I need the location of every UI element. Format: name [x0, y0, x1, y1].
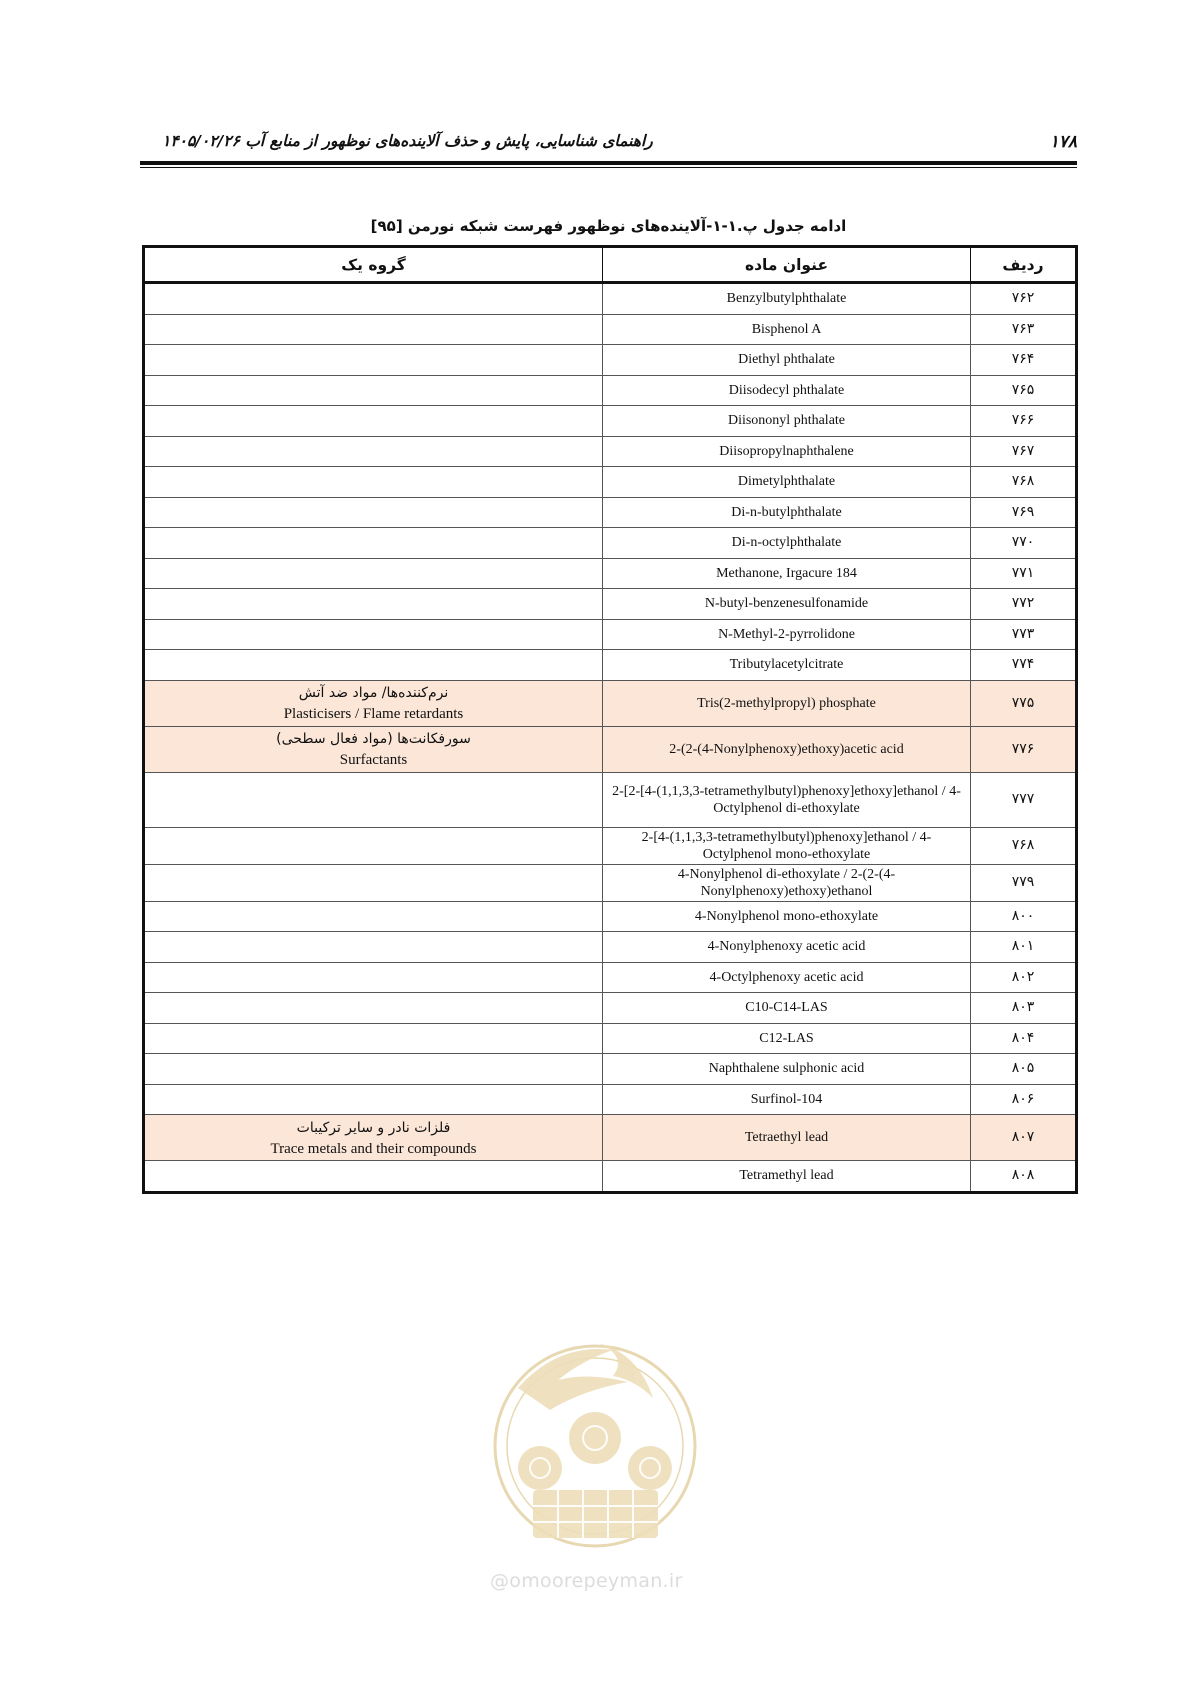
group-cell [144, 375, 603, 406]
group-cell [144, 406, 603, 437]
group-cell [144, 558, 603, 589]
substance-name-cell: Di-n-butylphthalate [603, 497, 971, 528]
group-label-english: Trace metals and their compounds [270, 1140, 477, 1157]
group-cell [144, 345, 603, 376]
table-row [144, 680, 1077, 726]
row-number-cell: ۸۰۸ [971, 1161, 1077, 1193]
table-row [144, 993, 1077, 1024]
group-cell [144, 1115, 603, 1161]
row-number-cell: ۷۷۶ [971, 726, 1077, 772]
header-rule-thin [140, 167, 1077, 168]
page-header [140, 128, 1077, 166]
row-number-cell: ۷۷۰ [971, 528, 1077, 559]
row-number-cell: ۸۰۱ [971, 932, 1077, 963]
group-cell [144, 1054, 603, 1085]
group-cell [144, 467, 603, 498]
table-row [144, 1115, 1077, 1161]
row-number-cell: ۷۷۱ [971, 558, 1077, 589]
substance-name-cell: C10-C14-LAS [603, 993, 971, 1024]
substance-name-cell: Diisononyl phthalate [603, 406, 971, 437]
substance-name-cell: Diethyl phthalate [603, 345, 971, 376]
header-rule-thick [140, 161, 1077, 165]
table-row [144, 314, 1077, 345]
substance-name-cell: Tetramethyl lead [603, 1161, 971, 1193]
row-number-cell: ۷۶۳ [971, 314, 1077, 345]
group-cell [144, 680, 603, 726]
substance-name-cell: Methanone, Irgacure 184 [603, 558, 971, 589]
row-number-cell: ۷۷۷ [971, 772, 1077, 827]
table-row [144, 528, 1077, 559]
row-number-cell: ۷۶۴ [971, 345, 1077, 376]
row-number-cell: ۷۶۹ [971, 497, 1077, 528]
running-title [140, 132, 653, 150]
substance-name-cell: Tris(2-methylpropyl) phosphate [603, 680, 971, 726]
running-title-date: ۱۴۰۵/۰۲/۲۶ [162, 132, 240, 150]
table-row [144, 467, 1077, 498]
row-number-cell: ۷۷۴ [971, 650, 1077, 681]
table-row [144, 345, 1077, 376]
group-cell [144, 436, 603, 467]
row-number-cell: ۸۰۰ [971, 901, 1077, 932]
watermark-seal-logo [478, 1318, 713, 1568]
substance-name-cell: N-butyl-benzenesulfonamide [603, 589, 971, 620]
norman-table [142, 245, 1078, 1194]
page-number: ۱۷۸ [1049, 132, 1077, 152]
group-cell [144, 827, 603, 864]
table-header-row [144, 247, 1077, 283]
table-row [144, 772, 1077, 827]
row-number-cell: ۸۰۴ [971, 1023, 1077, 1054]
group-cell [144, 497, 603, 528]
group-cell [144, 589, 603, 620]
group-cell [144, 1023, 603, 1054]
group-cell [144, 993, 603, 1024]
row-number-cell: ۸۰۳ [971, 993, 1077, 1024]
group-label-english: Surfactants [339, 752, 408, 768]
group-cell [144, 864, 603, 901]
table-row [144, 901, 1077, 932]
row-number-cell: ۸۰۲ [971, 962, 1077, 993]
group-cell [144, 901, 603, 932]
table-row [144, 1161, 1077, 1193]
group-label-english: Plasticisers / Flame retardants [283, 706, 464, 722]
group-label-persian: نرم‌کننده‌ها/ مواد ضد آتش [298, 685, 449, 701]
group-cell [144, 314, 603, 345]
row-number-cell: ۷۷۲ [971, 589, 1077, 620]
table-row [144, 827, 1077, 864]
substance-name-cell: Dimetylphthalate [603, 467, 971, 498]
row-number-cell: ۷۶۵ [971, 375, 1077, 406]
table-row [144, 962, 1077, 993]
group-label-persian: فلزات نادر و سایر ترکیبات [296, 1119, 451, 1136]
group-cell [144, 283, 603, 315]
column-header-row-number: ردیف [971, 247, 1077, 283]
row-number-cell: ۷۷۹ [971, 864, 1077, 901]
group-cell [144, 619, 603, 650]
table-row [144, 558, 1077, 589]
group-cell [144, 1084, 603, 1115]
table-caption: ادامه جدول پ.۱-۱-آلاینده‌های نوظهور فهرست شبکه نورمن [۹۵] [370, 217, 847, 235]
substance-name-cell: Di-n-octylphthalate [603, 528, 971, 559]
row-number-cell: ۷۶۲ [971, 283, 1077, 315]
table-row [144, 650, 1077, 681]
table-row [144, 932, 1077, 963]
substance-name-cell: 2-[2-[4-(1,1,3,3-tetramethylbutyl)phenoxy]ethoxy]ethanol / 4-Octylphenol di-ethoxylate [603, 772, 971, 827]
table-row [144, 1084, 1077, 1115]
watermark [478, 1318, 713, 1608]
table-row [144, 1054, 1077, 1085]
row-number-cell: ۷۶۷ [971, 436, 1077, 467]
substance-name-cell: Tetraethyl lead [603, 1115, 971, 1161]
table-row [144, 864, 1077, 901]
substance-name-cell: 4-Nonylphenol di-ethoxylate / 2-(2-(4-Nonylphenoxy)ethoxy)ethanol [603, 864, 971, 901]
row-number-cell: ۷۶۸ [971, 467, 1077, 498]
group-cell [144, 772, 603, 827]
table-row [144, 497, 1077, 528]
table-row [144, 436, 1077, 467]
row-number-cell: ۸۰۶ [971, 1084, 1077, 1115]
column-header-substance-name: عنوان ماده [603, 247, 971, 283]
table-row [144, 375, 1077, 406]
substance-name-cell: 2-(2-(4-Nonylphenoxy)ethoxy)acetic acid [603, 726, 971, 772]
substance-name-cell: 4-Octylphenoxy acetic acid [603, 962, 971, 993]
table-body [144, 283, 1077, 1193]
column-header-group: گروه یک [144, 247, 603, 283]
row-number-cell: ۷۷۳ [971, 619, 1077, 650]
substance-name-cell: Benzylbutylphthalate [603, 283, 971, 315]
row-number-cell: ۷۶۶ [971, 406, 1077, 437]
substance-name-cell: 2-[4-(1,1,3,3-tetramethylbutyl)phenoxy]ethanol / 4-Octylphenol mono-ethoxylate [603, 827, 971, 864]
substance-name-cell: Naphthalene sulphonic acid [603, 1054, 971, 1085]
substance-name-cell: 4-Nonylphenol mono-ethoxylate [603, 901, 971, 932]
row-number-cell: ۸۰۷ [971, 1115, 1077, 1161]
group-cell [144, 650, 603, 681]
substance-name-cell: Diisodecyl phthalate [603, 375, 971, 406]
substance-name-cell: N-Methyl-2-pyrrolidone [603, 619, 971, 650]
substance-name-cell: C12-LAS [603, 1023, 971, 1054]
watermark-site: @omoorepeyman.ir [490, 1570, 683, 1592]
table-row [144, 619, 1077, 650]
table-row [144, 726, 1077, 772]
group-cell [144, 528, 603, 559]
row-number-cell: ۸۰۵ [971, 1054, 1077, 1085]
substance-name-cell: Tributylacetylcitrate [603, 650, 971, 681]
row-number-cell: ۷۷۵ [971, 680, 1077, 726]
group-cell [144, 726, 603, 772]
table-row [144, 1023, 1077, 1054]
group-cell [144, 932, 603, 963]
substance-name-cell: Surfinol-104 [603, 1084, 971, 1115]
substance-name-cell: Diisopropylnaphthalene [603, 436, 971, 467]
table-row [144, 283, 1077, 315]
row-number-cell: ۷۶۸ [971, 827, 1077, 864]
group-cell [144, 962, 603, 993]
substance-name-cell: Bisphenol A [603, 314, 971, 345]
running-title-text: راهنمای شناسایی، پایش و حذف آلاینده‌های نوظهور از منابع آب [245, 132, 653, 150]
table-row [144, 589, 1077, 620]
table-row [144, 406, 1077, 437]
substance-name-cell: 4-Nonylphenoxy acetic acid [603, 932, 971, 963]
group-cell [144, 1161, 603, 1193]
group-label-persian: سورفکانت‌ها (مواد فعال سطحی) [276, 731, 471, 747]
